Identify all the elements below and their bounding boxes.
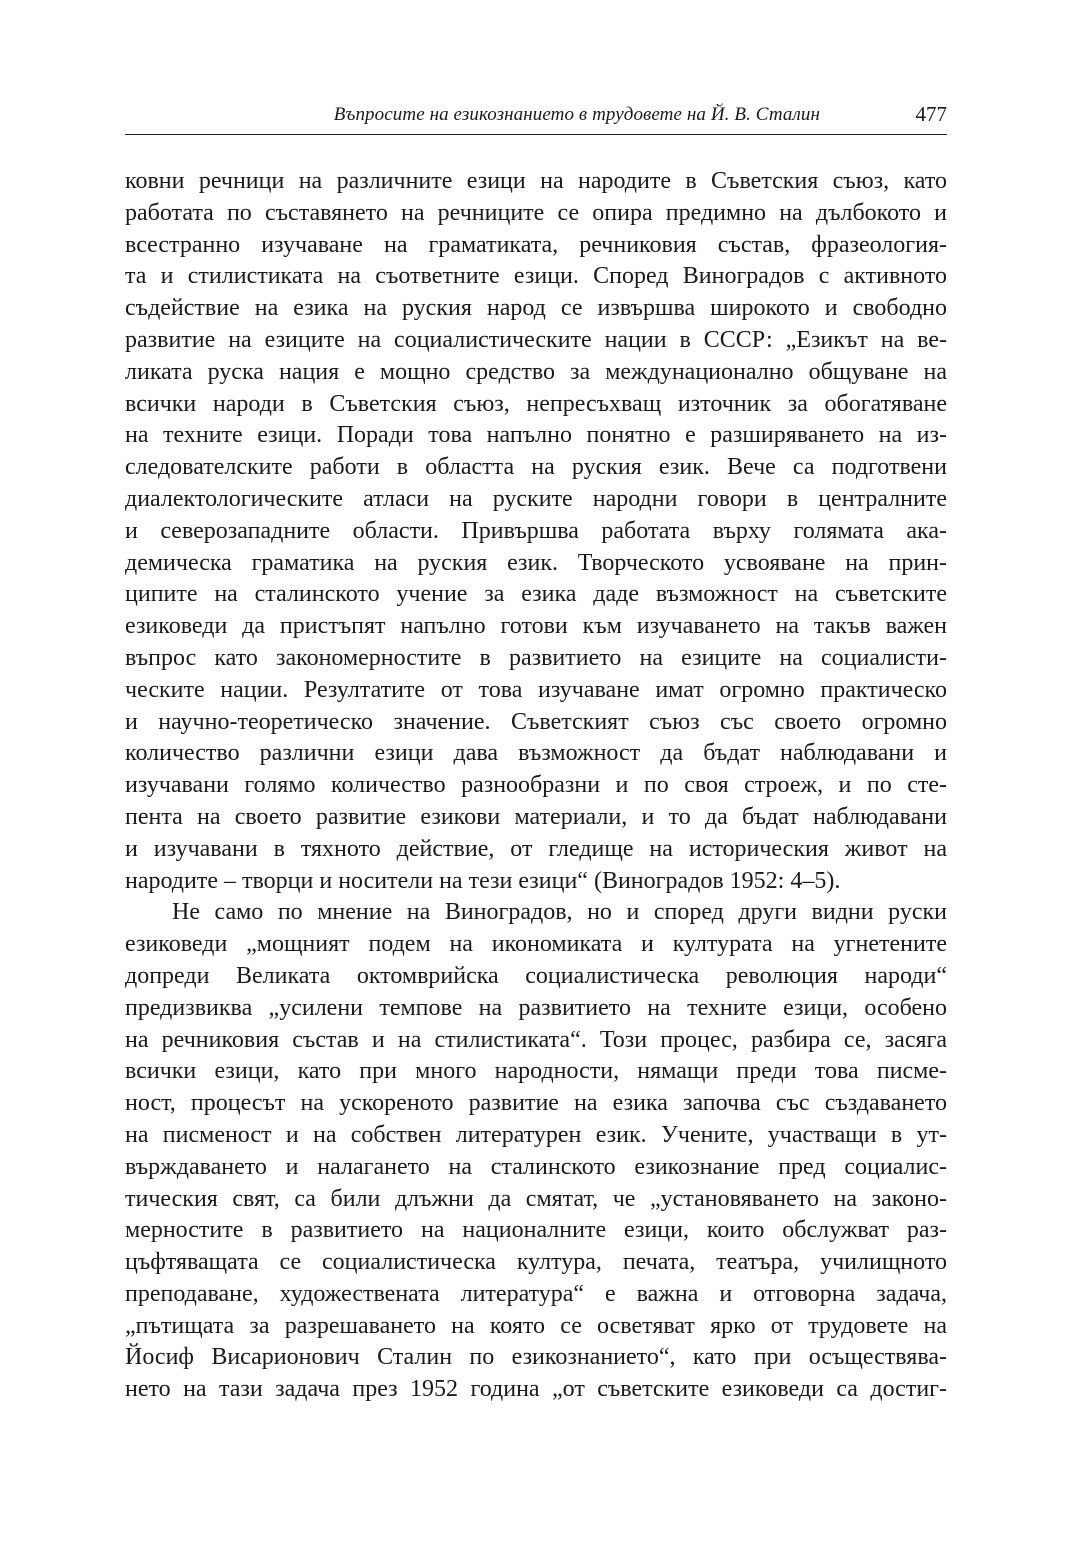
text-line: езиковеди „мощният подем на икономиката и културата на угнетените xyxy=(125,931,947,958)
text-line: цъфтяващата се социалистическа култура, печата, театъра, училищното xyxy=(125,1249,947,1276)
page-number: 477 xyxy=(915,102,947,126)
text-line: развитие на езиците на социалистическите нации в СССР: „Езикът на ве- xyxy=(125,326,947,353)
text-line: ковни речници на различните езици на народите в Съветския съюз, като xyxy=(125,168,947,194)
text-line: нето на тази задача през 1952 година „от съветските езиковеди са достиг- xyxy=(125,1376,947,1403)
text-line: допреди Великата октомврийска социалистическа революция народи“ xyxy=(125,962,947,989)
text-line: езиковеди да пристъпят напълно готови към изучаването на такъв важен xyxy=(125,613,947,640)
text-line: ликата руска нация е мощно средство за междунационално общуване на xyxy=(125,358,947,385)
text-line: „пътищата за разрешаването на която се осветяват ярко от трудовете на xyxy=(125,1312,947,1339)
paragraph-2 xyxy=(125,897,947,1406)
text-line: всички народи в Съветския съюз, непресъхващ източник за обогатяване xyxy=(125,390,947,417)
text-line: тическия свят, са били длъжни да смятат, че „установяването на законо- xyxy=(125,1185,947,1212)
text-line: предизвиква „усилени темпове на развитието на техните езици, особено xyxy=(125,994,947,1021)
running-header-title: Въпросите на езикознанието в трудовете на Й. В. Сталин xyxy=(333,104,820,125)
text-line: и изучавани в тяхното действие, от гледище на историческия живот на xyxy=(125,835,947,862)
text-line: изучавани голямо количество разнообразни и по своя строеж, и по сте- xyxy=(125,772,947,799)
text-line: Не само по мнение на Виноградов, но и според други видни руски xyxy=(172,899,947,926)
paragraph-1 xyxy=(125,166,947,897)
text-line: та и стилистиката на съответните езици. Според Виноградов с активното xyxy=(125,263,947,290)
text-line: върждаването и налагането на сталинското езикознание пред социалис- xyxy=(125,1153,947,1180)
text-line: на писменост и на собствен литературен език. Учените, участващи в ут- xyxy=(125,1121,947,1148)
text-line: ност, процесът на ускореното развитие на езика започва със създаването xyxy=(125,1090,947,1117)
body-text xyxy=(125,166,947,1406)
text-line: следователските работи в областта на руския език. Вече са подготвени xyxy=(125,454,947,481)
text-line: количество различни езици дава възможност да бъдат наблюдавани и xyxy=(125,740,947,767)
text-line: въпрос като закономерностите в развитието на езиците на социалисти- xyxy=(125,644,947,671)
text-line: мерностите в развитието на националните езици, които обслужват раз- xyxy=(125,1217,947,1244)
book-page xyxy=(125,0,947,1550)
text-line: преподаване, художествената литература“ е важна и отговорна задача, xyxy=(125,1280,947,1307)
text-line: на техните езици. Поради това напълно понятно е разширяването на из- xyxy=(125,422,947,449)
text-line: съдействие на езика на руския народ се извършва широкото и свободно xyxy=(125,295,947,322)
text-line: всички езици, като при много народности, нямащи преди това писме- xyxy=(125,1058,947,1085)
text-line: всестранно изучаване на граматиката, речниковия състав, фразеология- xyxy=(125,231,947,258)
running-header xyxy=(125,100,947,135)
text-line: пента на своето развитие езикови материали, и то да бъдат наблюдавани xyxy=(125,803,947,830)
text-line: ческите нации. Резултатите от това изучаване имат огромно практическо xyxy=(125,676,947,703)
text-line: ципите на сталинското учение за езика даде възможност на съветските xyxy=(125,581,947,608)
text-line: диалектологическите атласи на руските народни говори в централните xyxy=(125,485,947,512)
text-line: народите – творци и носители на тези езици“ (Виноградов 1952: 4–5). xyxy=(125,867,841,894)
text-line: и научно-теоретическо значение. Съветският съюз със своето огромно xyxy=(125,708,947,735)
text-line: Йосиф Висарионович Сталин по езикознанието“, като при осъществява- xyxy=(125,1344,947,1371)
text-line: работата по съставянето на речниците се опира предимно на дълбокото и xyxy=(125,199,947,226)
text-line: на речниковия състав и на стилистиката“. Този процес, разбира се, засяга xyxy=(125,1026,947,1053)
text-line: демическа граматика на руския език. Творческото усвояване на прин- xyxy=(125,549,947,576)
text-line: и северозападните области. Привършва работата върху голямата ака- xyxy=(125,517,947,544)
